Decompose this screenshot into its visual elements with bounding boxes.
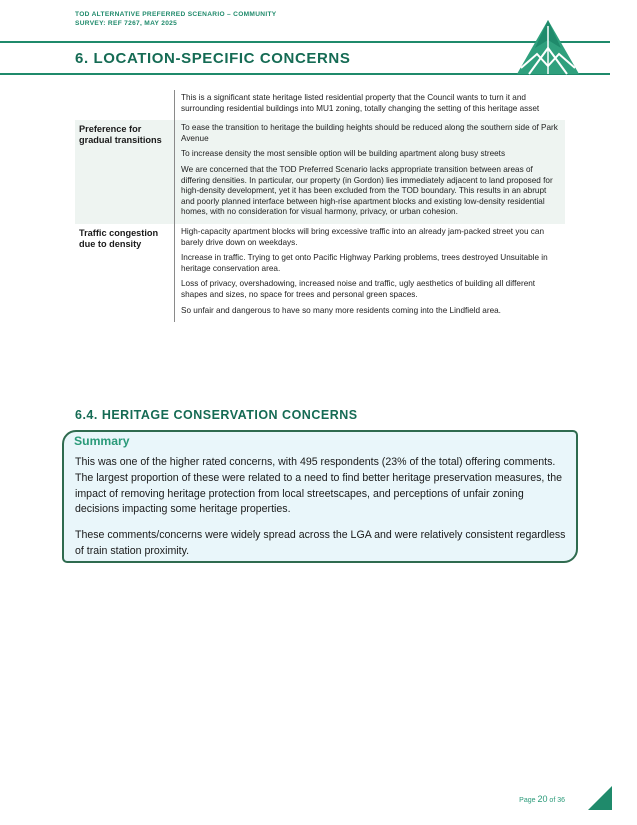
comment-text: To increase density the most sensible option will be building apartment along busy streets — [181, 149, 506, 159]
concerns-table — [75, 90, 565, 322]
concern-row — [75, 120, 565, 224]
mountain-logo-icon — [515, 18, 581, 76]
page-number — [519, 794, 565, 804]
corner-triangle-icon — [588, 786, 612, 810]
concern-label — [75, 90, 174, 120]
comment-text: To ease the transition to heritage the building heights should be reduced along the southern side of Park Avenue — [181, 123, 558, 143]
summary-title: Summary — [74, 434, 130, 448]
page-title: 6. LOCATION-SPECIFIC CONCERNS — [75, 50, 351, 67]
section-heading: 6.4. HERITAGE CONSERVATION CONCERNS — [75, 408, 358, 422]
page-prefix: Page — [519, 797, 538, 804]
concern-comments — [174, 90, 565, 120]
eyebrow-line-1: TOD ALTERNATIVE PREFERRED SCENARIO – COMMUNITY — [75, 11, 277, 18]
eyebrow-line-2: SURVEY: REF 7267, MAY 2025 — [75, 19, 178, 27]
comment-text: Increase in traffic. Trying to get onto Pacific Highway Parking problems, trees destroyed Unsuitable in heritage conservation area. — [181, 253, 548, 273]
concern-label: Traffic congestion due to density — [79, 227, 159, 249]
concern-row — [75, 224, 565, 322]
comment-text: High-capacity apartment blocks will bring excessive traffic into an already jam-packed street you can barely drive down on weekdays. — [181, 226, 544, 247]
comment-text: This is a significant state heritage listed residential property that the Council wants to turn it and surrounding residential buildings into MU1 zoning, totally changing the setting of this heritage asset — [181, 93, 540, 113]
summary-paragraph: These comments/concerns were widely spread across the LGA and were relatively consistent regardless of train station proximity. — [75, 529, 566, 557]
document-eyebrow — [75, 11, 277, 28]
concern-comments — [174, 224, 565, 322]
concern-comments — [174, 120, 565, 224]
comment-text: So unfair and dangerous to have so many more residents coming into the Lindfield area. — [181, 305, 501, 315]
concern-row — [75, 90, 565, 120]
concern-label: Preference for gradual transitions — [79, 124, 162, 146]
page-current: 20 — [537, 794, 548, 804]
summary-paragraph: This was one of the higher rated concerns, with 495 respondents (23% of the total) offering comments. The largest proportion of these were related to a need to find better heritage preservation measures, the impact of removing heritage protection from local streetscapes, and perceptions of unfair zoning decisions impacting some heritage properties. — [75, 456, 563, 516]
comment-text: Loss of privacy, overshadowing, increased noise and traffic, ugly aesthetics of building all different shapes and sizes, no space for trees and personal green spaces. — [181, 279, 536, 299]
page-suffix: of 36 — [547, 797, 565, 804]
comment-text: We are concerned that the TOD Preferred Scenario lacks appropriate transition between areas of differing densities. In particular, our property (in Gordon) lies immediately adjacent to land proposed for high-density development, yet it has been excluded from the TOD boundary. This results in an abrupt and poorly planned interface between high-rise apartment blocks and existing low-density residential homes, with no consideration for visual harmony, privacy, or urban cohesion. — [181, 164, 553, 217]
